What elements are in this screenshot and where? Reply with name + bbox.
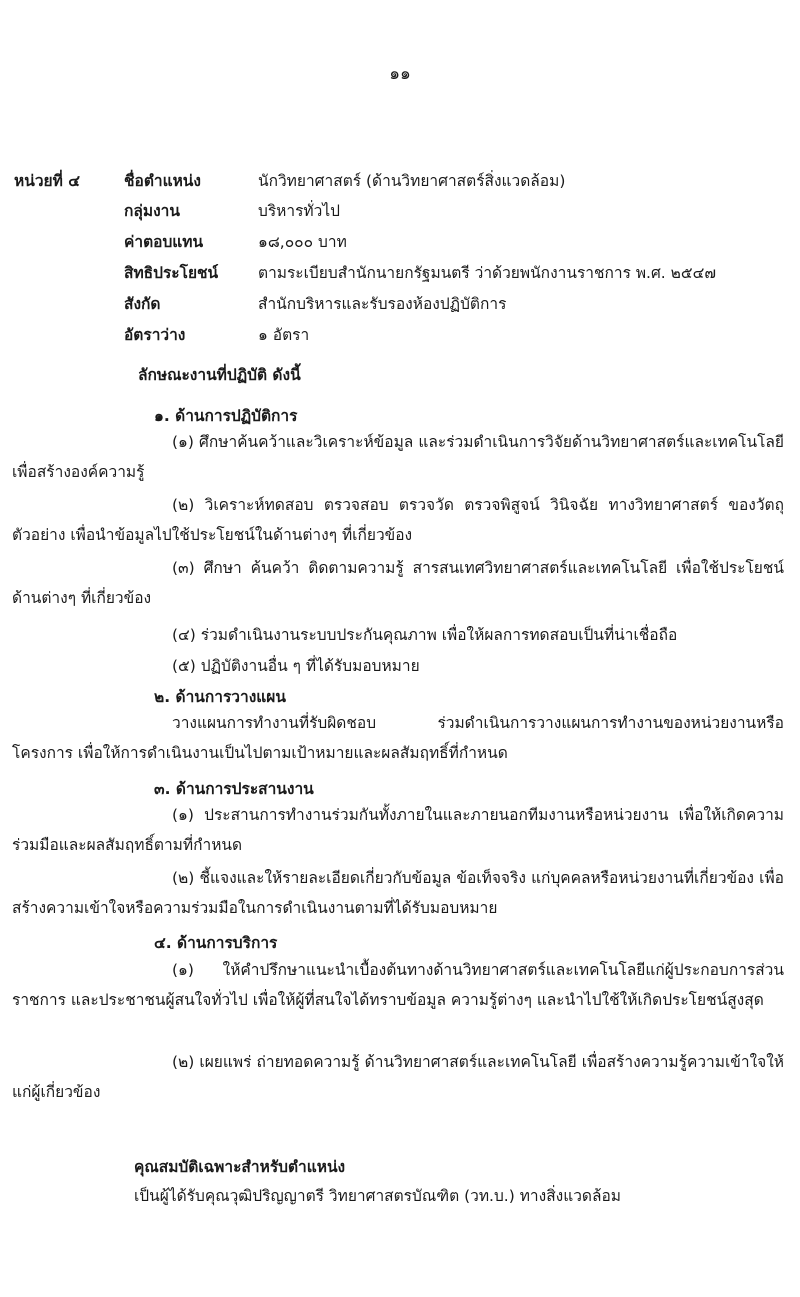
- info-key: อัตราว่าง: [124, 326, 186, 344]
- info-row-group: [124, 198, 340, 228]
- topic-coordination: ๓. ด้านการประสานงาน: [154, 780, 314, 798]
- qualification-heading: คุณสมบัติเฉพาะสำหรับตำแหน่ง: [134, 1158, 346, 1176]
- topic-service-item: (๑) ให้คำปรึกษาแนะนำเบื้องต้นทางด้านวิทยาศาสตร์และเทคโนโลยีแก่ผู้ประกอบการส่วนราชการ และประชาชนผู้สนใจทั่วไป เพื่อให้ผู้ที่สนใจได้ทราบข้อมูล ความรู้ต่างๆ และนำไปใช้ให้เกิดประโยชน์สูงสุด: [12, 961, 784, 1009]
- info-key: ค่าตอบแทน: [124, 233, 204, 251]
- topic-operations-item: (๓) ศึกษา ค้นคว้า ติดตามความรู้ สารสนเทศวิทยาศาสตร์และเทคโนโลยี เพื่อใช้ประโยชน์ด้านต่างๆ ที่เกี่ยวข้อง: [12, 559, 784, 607]
- info-key: กลุ่มงาน: [124, 202, 180, 220]
- info-row-benefits: [124, 260, 716, 290]
- topic-operations-item: (๔) ร่วมดำเนินงานระบบประกันคุณภาพ เพื่อให้ผลการทดสอบเป็นที่น่าเชื่อถือ: [172, 626, 678, 644]
- topic-operations: ๑. ด้านการปฏิบัติการ: [154, 407, 298, 425]
- info-key: สิทธิประโยชน์: [124, 264, 219, 282]
- topic-planning-item: วางแผนการทำงานที่รับผิดชอบ ร่วมดำเนินการวางแผนการทำงานของหน่วยงานหรือโครงการ เพื่อให้การดำเนินงานเป็นไปตามเป้าหมายและผลสัมฤทธิ์ที่กำหนด: [12, 714, 784, 762]
- info-row-position: [124, 168, 565, 198]
- info-value: ๑ อัตรา: [258, 326, 310, 344]
- info-key: ชื่อตำแหน่ง: [124, 172, 201, 190]
- info-value: นักวิทยาศาสตร์ (ด้านวิทยาศาสตร์สิ่งแวดล้อม): [258, 172, 566, 190]
- info-value: บริหารทั่วไป: [258, 202, 340, 220]
- topic-coordination-item: (๑) ประสานการทำงานร่วมกันทั้งภายในและภายนอกทีมงานหรือหน่วยงาน เพื่อให้เกิดความร่วมมือและผลสัมฤทธิ์ตามที่กำหนด: [12, 806, 784, 854]
- info-row-affiliation: [124, 291, 506, 321]
- info-row-compensation: [124, 229, 347, 259]
- qualification-text: เป็นผู้ได้รับคุณวุฒิปริญญาตรี วิทยาศาสตรบัณฑิต (วท.บ.) ทางสิ่งแวดล้อม: [134, 1187, 622, 1205]
- topic-coordination-item: (๒) ชี้แจงและให้รายละเอียดเกี่ยวกับข้อมูล ข้อเท็จจริง แก่บุคคลหรือหน่วยงานที่เกี่ยวข้อง เพื่อสร้างความเข้าใจหรือความร่วมมือในการดำเนินงานตามที่ได้รับมอบหมาย: [12, 869, 784, 917]
- info-value: ๑๘,๐๐๐ บาท: [258, 233, 347, 251]
- info-value: สำนักบริหารและรับรองห้องปฏิบัติการ: [258, 295, 507, 313]
- unit-label: หน่วยที่ ๔: [14, 172, 80, 190]
- topic-service: ๔. ด้านการบริการ: [154, 934, 278, 952]
- topic-operations-item: (๒) วิเคราะห์ทดสอบ ตรวจสอบ ตรวจวัด ตรวจพิสูจน์ วินิจฉัย ทางวิทยาศาสตร์ ของวัตถุตัวอย่าง เพื่อนำข้อมูลไปใช้ประโยชน์ในด้านต่างๆ ที่เกี่ยวข้อง: [12, 496, 784, 544]
- topic-planning: ๒. ด้านการวางแผน: [154, 688, 286, 706]
- info-value: ตามระเบียบสำนักนายกรัฐมนตรี ว่าด้วยพนักงานราชการ พ.ศ. ๒๕๔๗: [258, 264, 716, 282]
- info-row-vacancy: [124, 322, 309, 352]
- topic-operations-item: (๑) ศึกษาค้นคว้าและวิเคราะห์ข้อมูล และร่วมดำเนินการวิจัยด้านวิทยาศาสตร์และเทคโนโลยี เพื่อสร้างองค์ความรู้: [12, 433, 784, 481]
- topic-operations-item: (๕) ปฏิบัติงานอื่น ๆ ที่ได้รับมอบหมาย: [172, 657, 420, 675]
- topic-service-item: (๒) เผยแพร่ ถ่ายทอดความรู้ ด้านวิทยาศาสตร์และเทคโนโลยี เพื่อสร้างความรู้ความเข้าใจให้แก่ผู้เกี่ยวข้อง: [12, 1053, 784, 1101]
- info-key: สังกัด: [124, 295, 161, 313]
- duties-heading: ลักษณะงานที่ปฏิบัติ ดังนี้: [138, 366, 301, 384]
- page-number: ๑๑: [389, 64, 411, 84]
